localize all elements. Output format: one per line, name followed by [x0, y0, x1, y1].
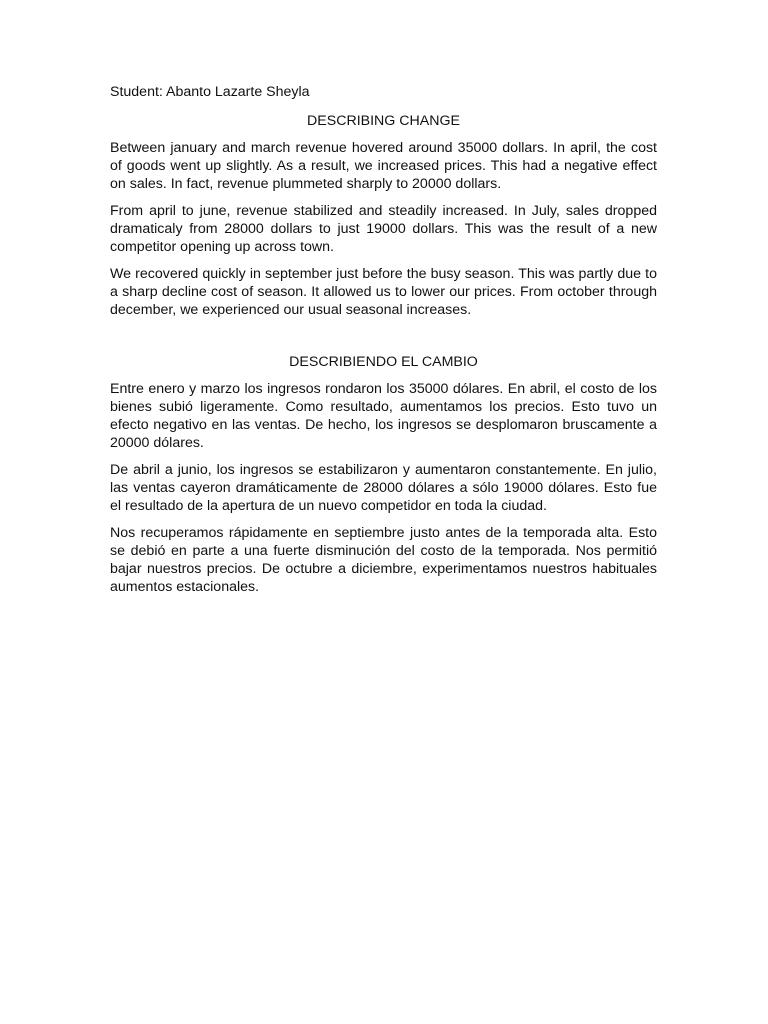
- spanish-paragraph-1: Entre enero y marzo los ingresos rondaron los 35000 dólares. En abril, el costo de los bienes subió ligeramente. Como resultado, aumentamos los precios. Esto tuvo un efecto negativo en las ventas. De hecho, los ingresos se desplomaron bruscamente a 20000 dólares.: [110, 381, 657, 451]
- english-section-heading: DESCRIBING CHANGE: [307, 113, 460, 129]
- spanish-section-heading: DESCRIBIENDO EL CAMBIO: [289, 354, 478, 370]
- spanish-paragraph-2: De abril a junio, los ingresos se estabilizaron y aumentaron constantemente. En julio, las ventas cayeron dramáticamente de 28000 dólares a sólo 19000 dólares. Esto fue el resultado de la apertura de un nuevo competidor en toda la ciudad.: [110, 462, 657, 514]
- section-spacer: [110, 328, 657, 353]
- document-page: [110, 83, 657, 605]
- english-paragraph-1: Between january and march revenue hovered around 35000 dollars. In april, the cost of goods went up slightly. As a result, we increased prices. This had a negative effect on sales. In fact, revenue plummeted sharply to 20000 dollars.: [110, 140, 657, 192]
- spanish-paragraph-3: Nos recuperamos rápidamente en septiembre justo antes de la temporada alta. Esto se debió en parte a una fuerte disminución del costo de la temporada. Nos permitió bajar nuestros precios. De octubre a diciembre, experimentamos nuestros habituales aumentos estacionales.: [110, 525, 657, 595]
- english-paragraph-3: We recovered quickly in september just before the busy season. This was partly due to a sharp decline cost of season. It allowed us to lower our prices. From october through december, we experienced our usual seasonal increases.: [110, 266, 657, 318]
- student-name-line: Student: Abanto Lazarte Sheyla: [110, 84, 310, 100]
- english-paragraph-2: From april to june, revenue stabilized and steadily increased. In July, sales dropped dramaticaly from 28000 dollars to just 19000 dollars. This was the result of a new competitor opening up across town.: [110, 203, 657, 255]
